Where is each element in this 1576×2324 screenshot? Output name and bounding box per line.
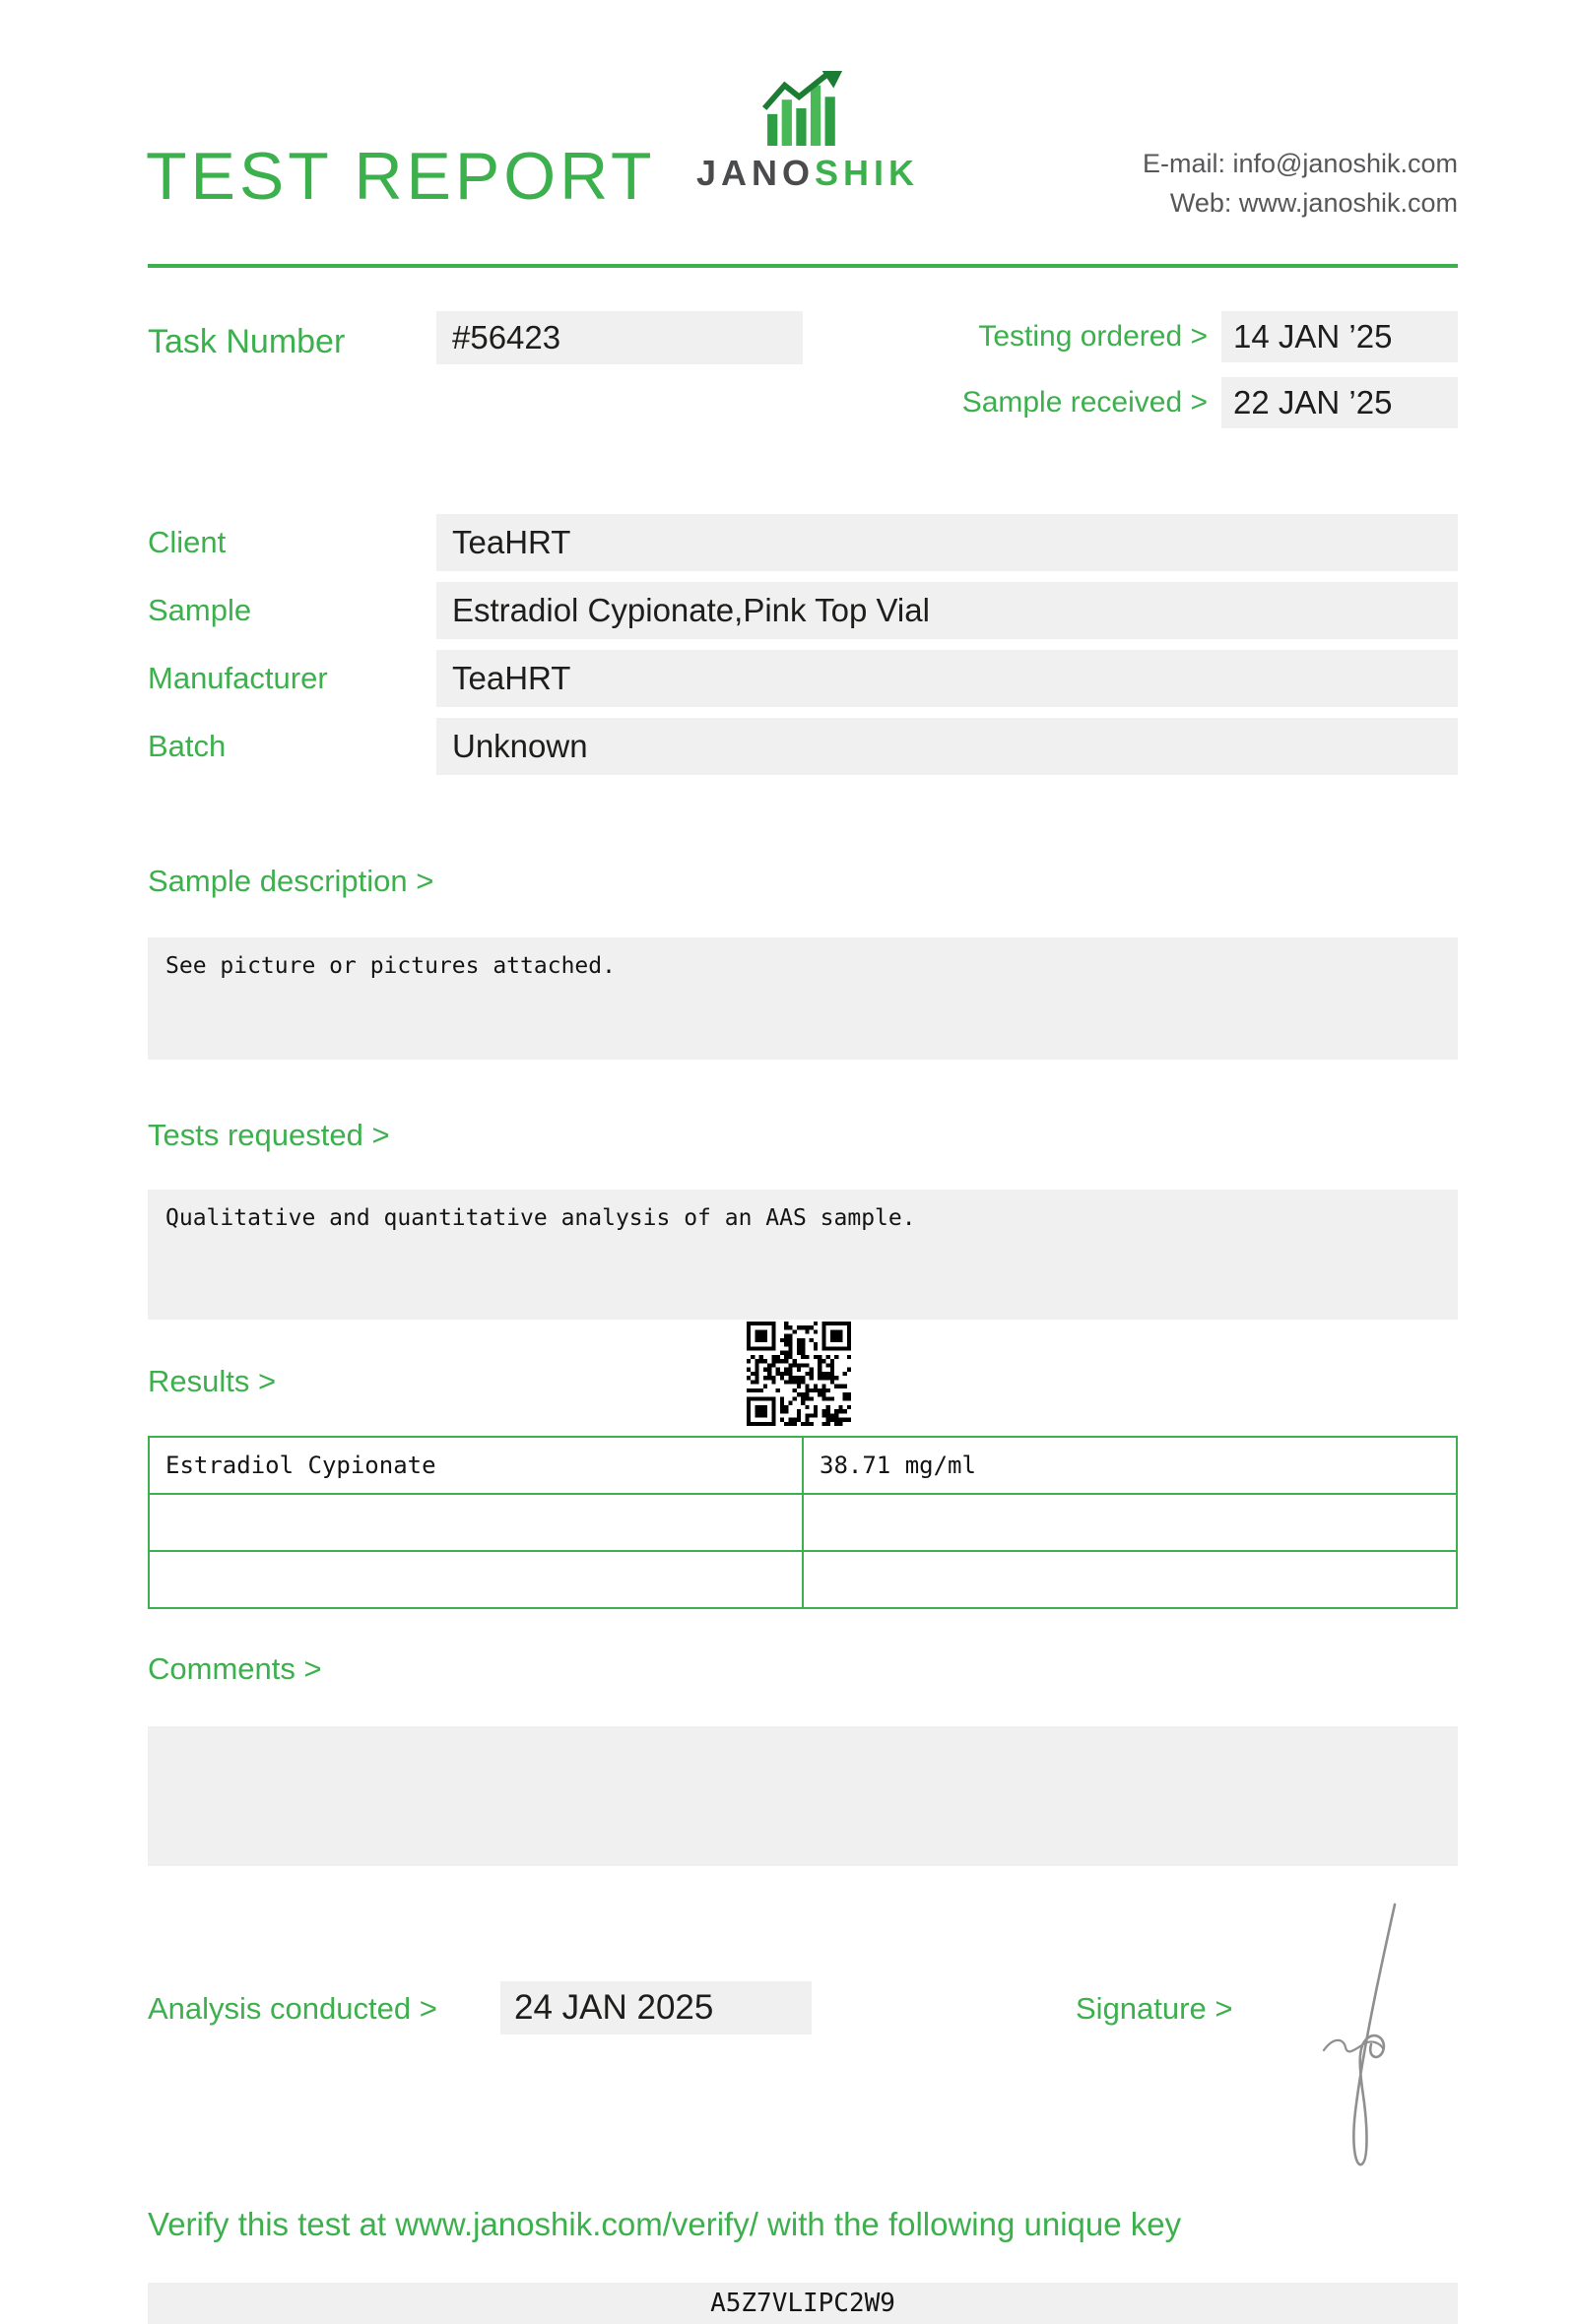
result-row	[149, 1437, 1457, 1494]
result-row	[149, 1551, 1457, 1608]
tests-requested-heading: Tests requested >	[148, 1118, 390, 1152]
analysis-conducted-value: 24 JAN 2025	[500, 1981, 812, 2034]
sample-received-value: 22 JAN ’25	[1221, 377, 1458, 428]
signature-label: Signature >	[1076, 1991, 1233, 2026]
manufacturer-value: TeaHRT	[436, 650, 1458, 707]
sample-received-row	[886, 377, 1458, 428]
result-value-cell: 38.71 mg/ml	[803, 1437, 1457, 1494]
result-row	[149, 1494, 1457, 1551]
logo-bars-icon	[761, 71, 854, 146]
task-number-label: Task Number	[148, 323, 346, 360]
logo-text	[688, 153, 928, 194]
header-divider	[148, 264, 1458, 268]
batch-label: Batch	[148, 729, 227, 763]
sample-description-text: See picture or pictures attached.	[165, 953, 616, 979]
sample-label: Sample	[148, 593, 252, 627]
comments-box	[148, 1726, 1458, 1866]
results-heading: Results >	[148, 1364, 277, 1398]
sample-description-box	[148, 937, 1458, 1060]
sample-description-heading: Sample description >	[148, 864, 434, 898]
page-title: TEST REPORT	[146, 139, 656, 214]
result-value-cell	[803, 1551, 1457, 1608]
manufacturer-row	[148, 650, 1458, 707]
logo-text-jano: JANO	[695, 153, 815, 193]
comments-text	[148, 1726, 1458, 1758]
testing-ordered-label: Testing ordered >	[978, 320, 1208, 353]
result-analyte-cell: Estradiol Cypionate	[149, 1437, 803, 1494]
janoshik-logo	[688, 71, 928, 194]
qr-code	[747, 1322, 851, 1426]
sample-fields	[148, 514, 1458, 786]
dates-block	[886, 311, 1458, 443]
contact-block	[1143, 144, 1458, 223]
batch-value: Unknown	[436, 718, 1458, 775]
analysis-conducted-label: Analysis conducted >	[148, 1991, 437, 2026]
signature-scribble	[1296, 1897, 1444, 2188]
verify-instruction: Verify this test at www.janoshik.com/verify/ with the following unique key	[148, 2206, 1182, 2242]
client-label: Client	[148, 525, 227, 559]
testing-ordered-value: 14 JAN ’25	[1221, 311, 1458, 362]
manufacturer-label: Manufacturer	[148, 661, 328, 695]
result-analyte-cell	[149, 1494, 803, 1551]
tests-requested-text: Qualitative and quantitative analysis of an AAS sample.	[165, 1205, 916, 1231]
task-number-value: #56423	[436, 311, 803, 364]
batch-row	[148, 718, 1458, 775]
client-row	[148, 514, 1458, 571]
tests-requested-box	[148, 1190, 1458, 1320]
result-value-cell	[803, 1494, 1457, 1551]
testing-ordered-row	[886, 311, 1458, 362]
results-table	[148, 1436, 1458, 1609]
result-analyte-cell	[149, 1551, 803, 1608]
sample-row	[148, 582, 1458, 639]
sample-value: Estradiol Cypionate,Pink Top Vial	[436, 582, 1458, 639]
contact-email: E-mail: info@janoshik.com	[1142, 149, 1458, 178]
contact-web: Web: www.janoshik.com	[1169, 188, 1458, 218]
logo-text-shik: SHIK	[815, 153, 920, 193]
verification-key: A5Z7VLIPC2W9	[148, 2283, 1458, 2324]
client-value: TeaHRT	[436, 514, 1458, 571]
sample-received-label: Sample received >	[961, 386, 1208, 419]
comments-heading: Comments >	[148, 1651, 322, 1686]
